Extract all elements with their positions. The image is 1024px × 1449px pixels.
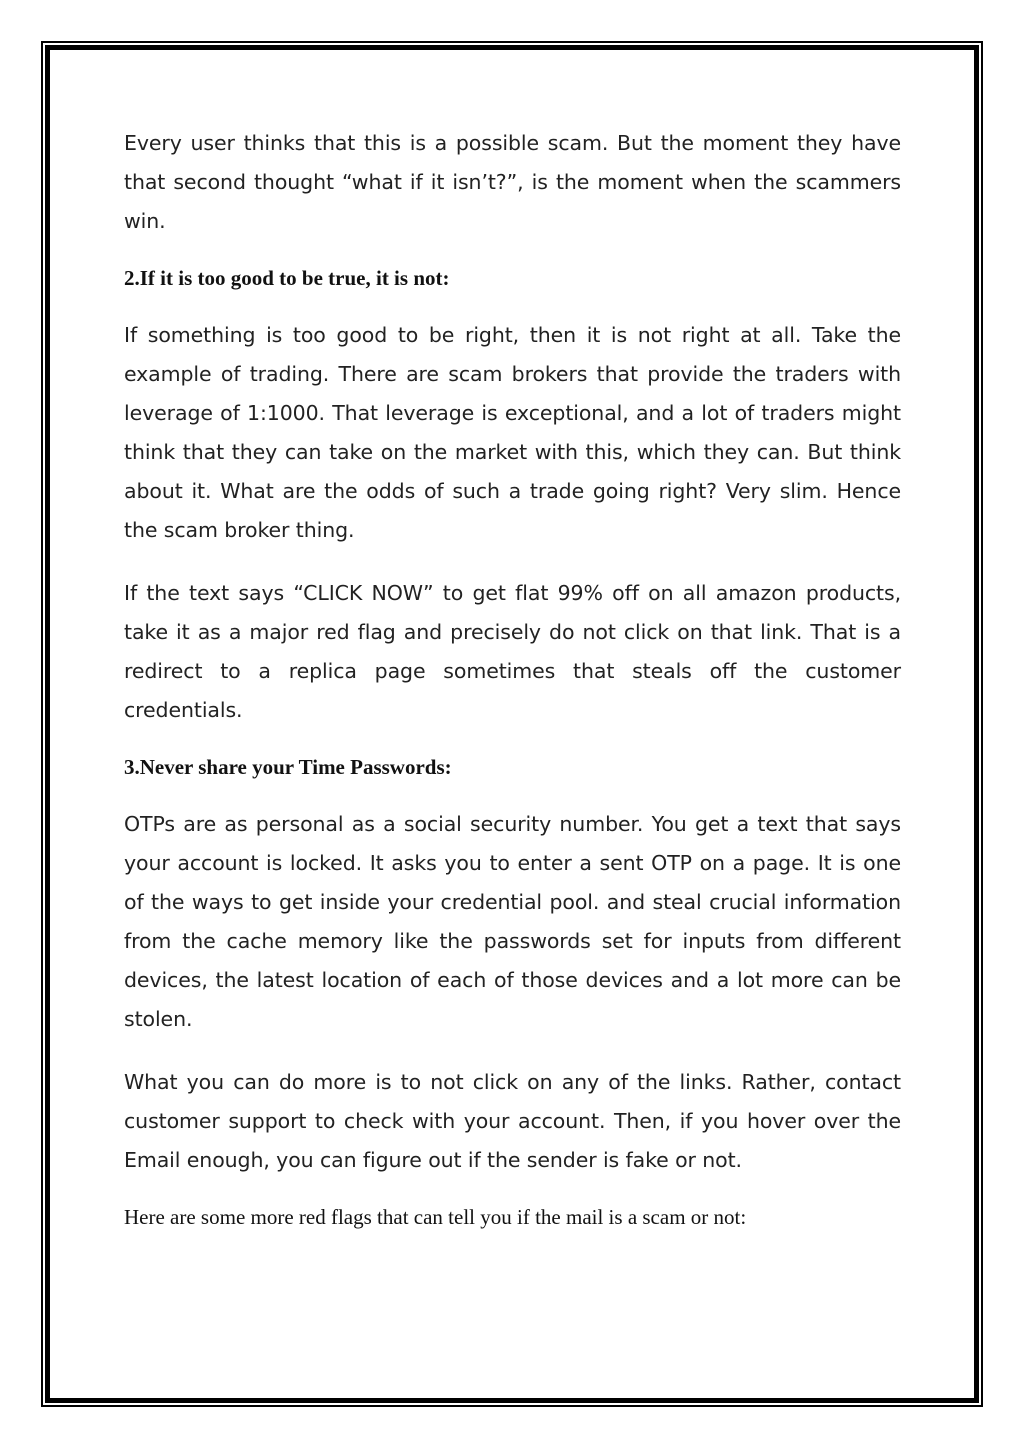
section-2-paragraph-1: If something is too good to be right, then it is not right at all. Take the example of trading. There are scam brokers that provide the traders with leverage of 1:1000. That leverage is exceptional, and a lot of traders might think that they can take on the market with this, which they can. But think about it. What are the odds of such a trade going right? Very slim. Hence the scam broker thing. (124, 323, 901, 542)
section-3-paragraph-2: What you can do more is to not click on any of the links. Rather, contact customer support to check with your account. Then, if you hover over the Email enough, you can figure out if the sender is fake or not. (124, 1070, 901, 1172)
section-3-heading (124, 748, 901, 787)
section-3-title: Never share your Time Passwords: (139, 755, 452, 779)
section-2-heading (124, 259, 901, 298)
section-3-paragraph-1: OTPs are as personal as a social security number. You get a text that says your account is locked. It asks you to enter a sent OTP on a page. It is one of the ways to get inside your credential pool. and steal crucial information from the cache memory like the passwords set for inputs from different devices, the latest location of each of those devices and a lot more can be stolen. (124, 812, 901, 1031)
closing-line: Here are some more red flags that can tell you if the mail is a scam or not: (124, 1205, 747, 1229)
section-3-number: 3. (124, 755, 140, 779)
intro-paragraph: Every user thinks that this is a possible scam. But the moment they have that second thought “what if it isn’t?”, is the moment when the scammers win. (124, 131, 901, 233)
section-2-paragraph-2: If the text says “CLICK NOW” to get flat 99% off on all amazon products, take it as a major red flag and precisely do not click on that link. That is a redirect to a replica page sometimes that steals off the customer credentials. (124, 581, 901, 722)
section-2-title: If it is too good to be true, it is not: (139, 266, 450, 290)
document-body (124, 124, 901, 1237)
section-2-number: 2. (124, 266, 140, 290)
